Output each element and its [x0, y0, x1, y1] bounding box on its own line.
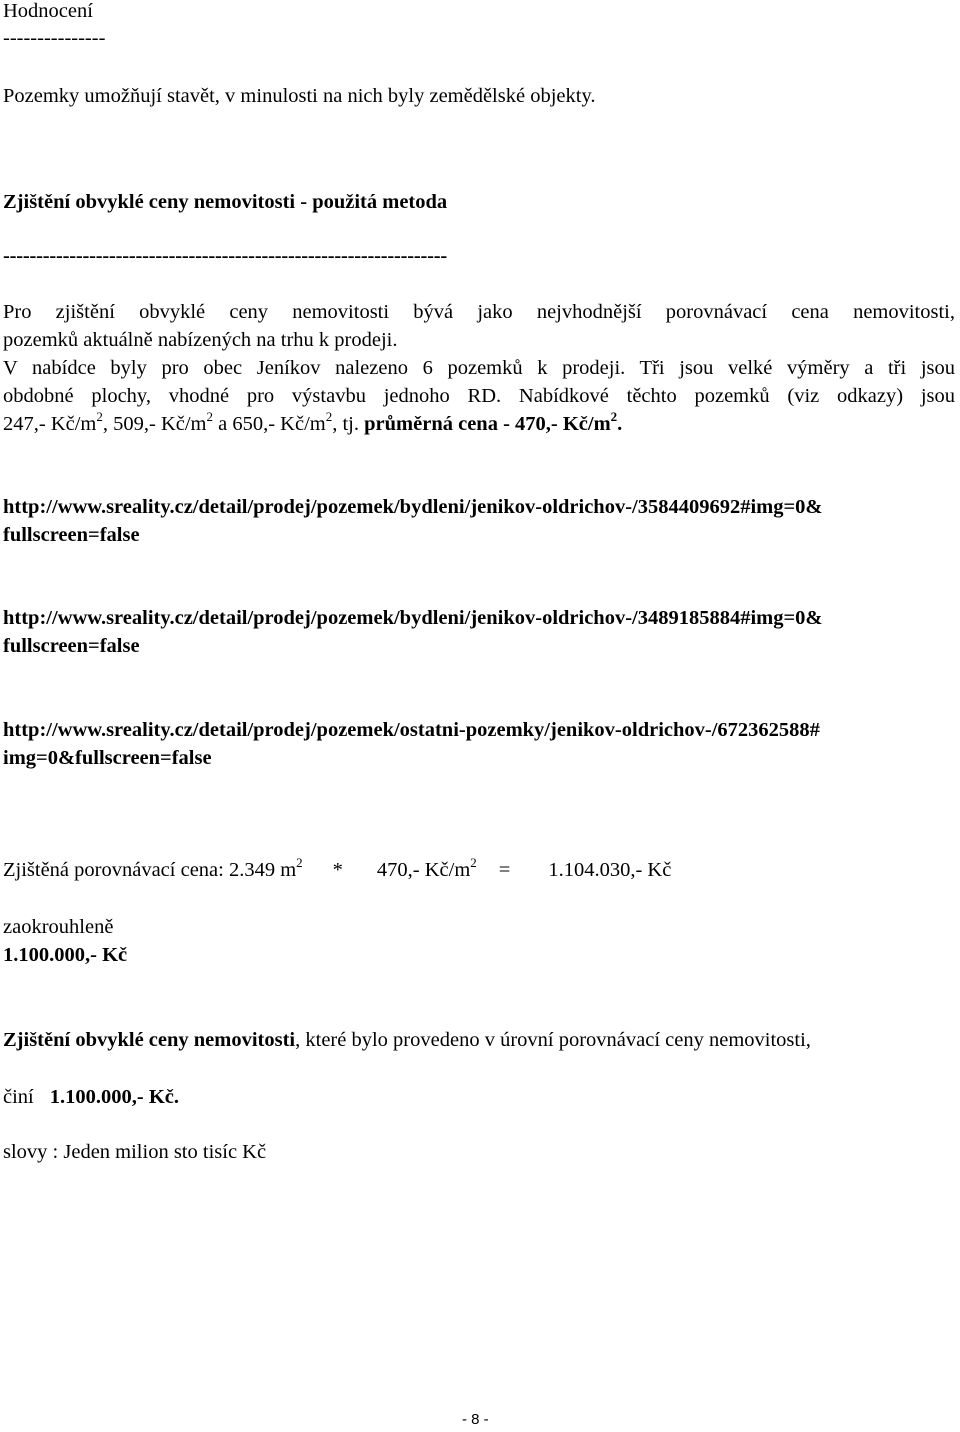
- equals-sign: =: [498, 859, 511, 881]
- amount-value: 1.100.000,- Kč.: [49, 1086, 179, 1108]
- period: .: [617, 413, 623, 435]
- paragraph-line: pozemků aktuálně nabízených na trhu k prodeji.: [3, 329, 398, 351]
- superscript: 2: [610, 409, 618, 424]
- price-1: 247,- Kč/m: [3, 413, 97, 435]
- paragraph-line: Pro zjištění obvyklé ceny nemovitosti bývá jako nejvhodnější porovnávací cena nemovitosti,: [3, 301, 955, 323]
- calc-label: Zjištěná porovnávací cena: 2.349 m: [3, 859, 297, 881]
- paragraph-line: obdobné plochy, vhodné pro výstavbu jednoho RD. Nabídkové těchto pozemků (viz odkazy) jsou: [3, 385, 955, 407]
- unit-price: 470,- Kč/m: [376, 859, 471, 881]
- superscript: 2: [206, 409, 213, 424]
- conclusion-line: [3, 1028, 811, 1052]
- calc-result: 1.104.030,- Kč: [548, 859, 672, 881]
- section-title-hodnoceni: Hodnocení: [3, 0, 93, 22]
- superscript: 2: [470, 855, 477, 870]
- amount-label: činí: [3, 1086, 34, 1108]
- listing-link-3-cont[interactable]: img=0&fullscreen=false: [3, 747, 212, 769]
- superscript: 2: [325, 409, 333, 424]
- listing-link-3[interactable]: http://www.sreality.cz/detail/prodej/pozemek/ostatni-pozemky/jenikov-oldrichov-/672362588#: [3, 719, 820, 741]
- text: , tj.: [332, 413, 365, 435]
- heading-underline: -------------------------------------------------------------------: [3, 245, 447, 267]
- listing-link-2-cont[interactable]: fullscreen=false: [3, 635, 140, 657]
- title-underline: ---------------: [3, 27, 106, 49]
- calculation-line: [3, 855, 672, 882]
- price-3: a 650,- Kč/m: [213, 413, 326, 435]
- listing-link-2[interactable]: http://www.sreality.cz/detail/prodej/pozemek/bydleni/jenikov-oldrichov-/3489185884#img=0&: [3, 607, 823, 629]
- rounded-value: 1.100.000,- Kč: [3, 944, 128, 966]
- page-number: - 8 -: [462, 1411, 489, 1428]
- method-heading: Zjištění obvyklé ceny nemovitosti - použitá metoda: [3, 191, 448, 213]
- evaluation-text: Pozemky umožňují stavět, v minulosti na nich byly zemědělské objekty.: [3, 85, 596, 107]
- listing-link-1-cont[interactable]: fullscreen=false: [3, 524, 140, 546]
- price-2: , 509,- Kč/m: [102, 413, 207, 435]
- rounded-label: zaokrouhleně: [3, 916, 114, 938]
- listing-link-1[interactable]: http://www.sreality.cz/detail/prodej/pozemek/bydleni/jenikov-oldrichov-/3584409692#img=0&: [3, 496, 823, 518]
- amount-line: [3, 1085, 179, 1109]
- conclusion-bold: Zjištění obvyklé ceny nemovitosti: [3, 1029, 296, 1051]
- superscript: 2: [296, 855, 303, 870]
- superscript: 2: [96, 409, 103, 424]
- times-sign: *: [332, 859, 343, 881]
- paragraph-line: V nabídce byly pro obec Jeníkov nalezeno 6 pozemků k prodeji. Tři jsou velké výměry a tři jsou: [3, 357, 955, 379]
- conclusion-text: , které bylo provedeno v úrovní porovnávací ceny nemovitosti,: [295, 1029, 811, 1051]
- prices-line: [3, 409, 623, 436]
- average-price: průměrná cena - 470,- Kč/m: [364, 413, 611, 435]
- amount-in-words: slovy : Jeden milion sto tisíc Kč: [3, 1141, 267, 1163]
